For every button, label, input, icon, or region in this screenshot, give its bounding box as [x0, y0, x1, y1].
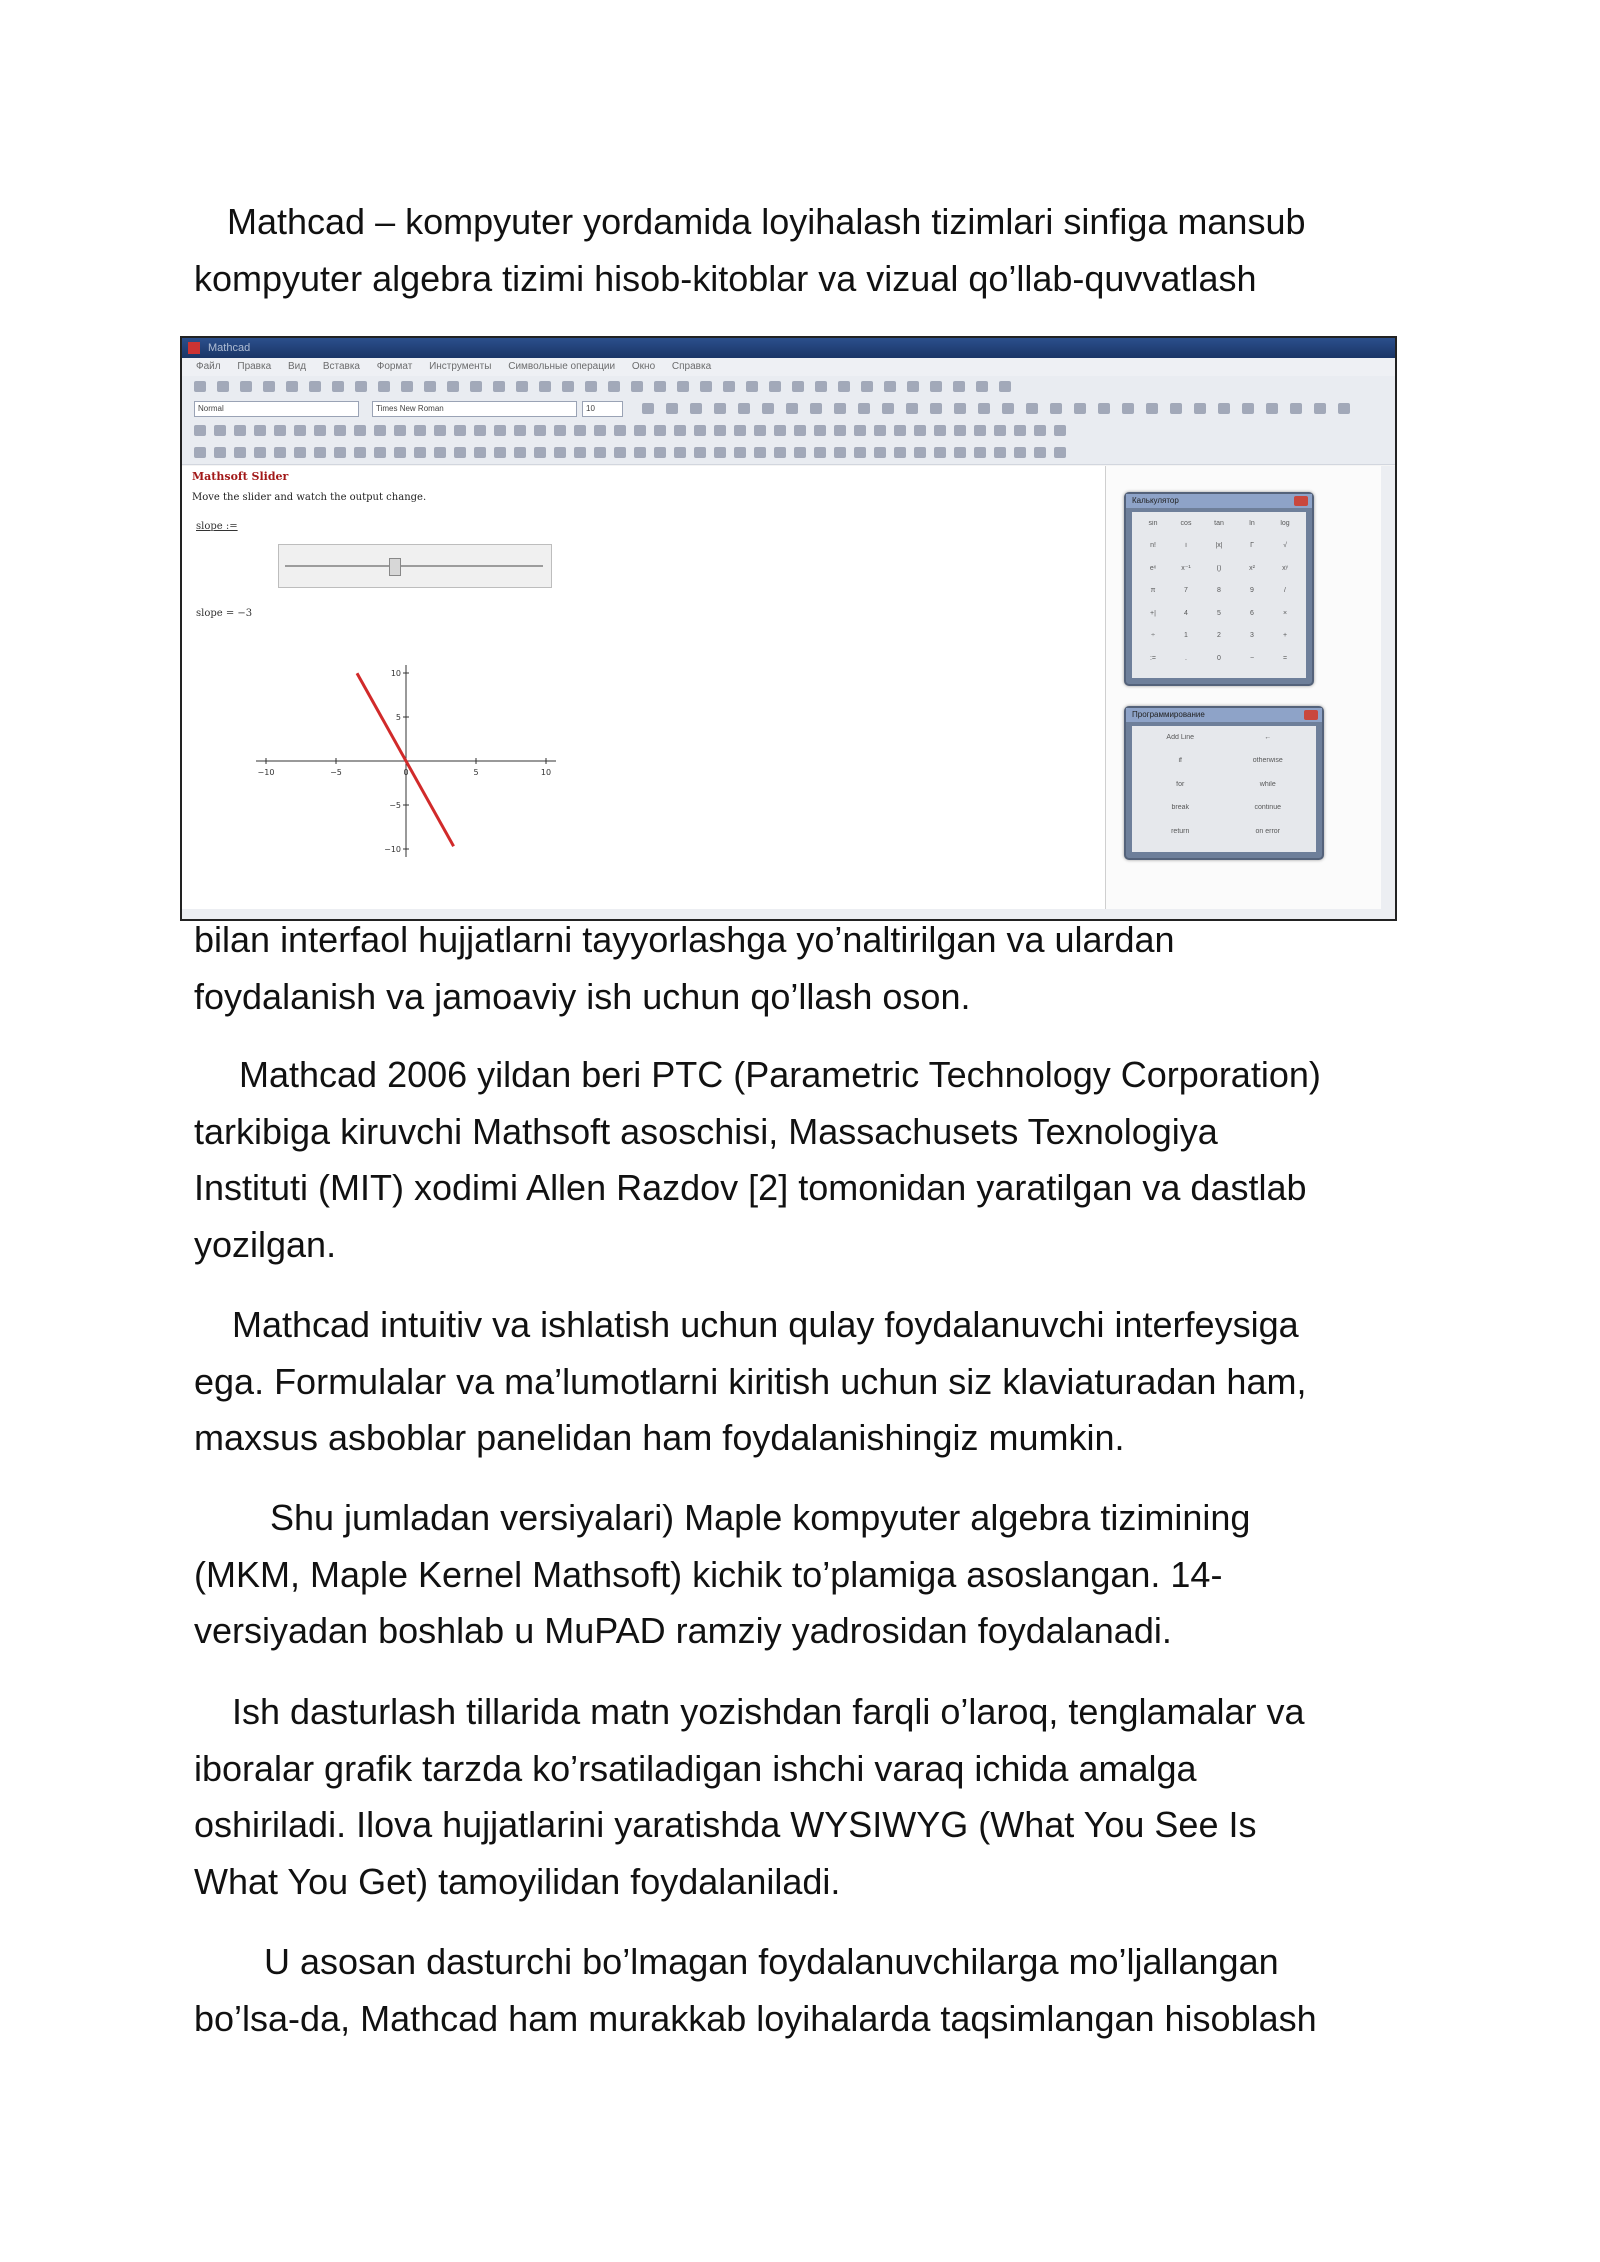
toolbar-button[interactable]: [934, 425, 946, 436]
toolbar-button[interactable]: [378, 381, 390, 392]
toolbar-button[interactable]: [814, 425, 826, 436]
worksheet-instruction: Move the slider and watch the output change.: [192, 492, 427, 503]
palette-key[interactable]: =: [1282, 654, 1288, 662]
toolbar-button[interactable]: [263, 381, 275, 392]
calculator-keys: [1138, 518, 1300, 672]
toolbar-button[interactable]: [539, 381, 551, 392]
toolbar-button[interactable]: [1338, 403, 1350, 414]
toolbar-button[interactable]: [694, 447, 706, 458]
toolbar-button[interactable]: [954, 403, 966, 414]
palette-key[interactable]: tan: [1214, 520, 1224, 527]
toolbar-button[interactable]: [516, 381, 528, 392]
toolbar-button[interactable]: [594, 425, 606, 436]
palette-key[interactable]: /: [1284, 587, 1286, 595]
palette-key[interactable]: .: [1185, 654, 1187, 662]
paragraph-line: ega. Formulalar va ma’lumotlarni kiritish uchun siz klaviaturadan ham,: [194, 1360, 1307, 1402]
toolbar-button[interactable]: [738, 403, 750, 414]
palette-key[interactable]: 3: [1250, 632, 1254, 640]
toolbar-button[interactable]: [214, 425, 226, 436]
paragraph-line: iboralar grafik tarzda ko’rsatiladigan ishchi varaq ichida amalga: [194, 1747, 1197, 1789]
toolbar-button[interactable]: [884, 381, 896, 392]
close-icon[interactable]: [1294, 496, 1308, 506]
toolbar-button[interactable]: [574, 447, 586, 458]
toolbar-button[interactable]: [976, 381, 988, 392]
palette-key[interactable]: 2: [1217, 632, 1221, 640]
menu-item[interactable]: Справка: [671, 361, 712, 372]
paragraph-maple: [194, 1490, 1406, 1660]
app-icon: [188, 342, 200, 354]
toolbar-button[interactable]: [454, 447, 466, 458]
slope-definition: slope :=: [196, 521, 238, 532]
palette-key[interactable]: ←: [1264, 734, 1272, 741]
toolbar-button[interactable]: [907, 381, 919, 392]
menu-item[interactable]: Файл: [196, 361, 221, 372]
paragraph-users: [194, 1934, 1406, 2047]
toolbar-button[interactable]: [234, 425, 246, 436]
toolbar-button[interactable]: [666, 403, 678, 414]
toolbar-button[interactable]: [774, 425, 786, 436]
palette-title: Программирование: [1126, 708, 1322, 722]
toolbar-button[interactable]: [401, 381, 413, 392]
paragraph-line: Ish dasturlash tillarida matn yozishdan farqli o’laroq, tenglamalar va: [232, 1691, 1305, 1732]
worksheet[interactable]: [182, 466, 1105, 911]
toolbar-button[interactable]: [217, 381, 229, 392]
palette-key[interactable]: 0: [1217, 654, 1221, 662]
toolbar-button[interactable]: [906, 403, 918, 414]
x-tick-label: 0: [403, 768, 409, 777]
toolbar-button[interactable]: [274, 425, 286, 436]
toolbar-button[interactable]: [786, 403, 798, 414]
toolbar-button[interactable]: [414, 425, 426, 436]
toolbar-button[interactable]: [194, 425, 206, 436]
palette-key[interactable]: while: [1259, 780, 1276, 788]
palette-key[interactable]: |x|: [1215, 542, 1223, 550]
paragraph-interface: [194, 1297, 1406, 1467]
toolbar-button[interactable]: [838, 381, 850, 392]
toolbar-button[interactable]: [374, 425, 386, 436]
slope-slider[interactable]: [278, 544, 552, 588]
window-title: Mathcad: [208, 342, 251, 354]
toolbar-button[interactable]: [514, 425, 526, 436]
toolbar-button[interactable]: [1050, 403, 1062, 414]
toolbar-button[interactable]: [1290, 403, 1302, 414]
toolbar-button[interactable]: [974, 425, 986, 436]
toolbar-button[interactable]: [734, 425, 746, 436]
math-toolbar: [182, 420, 1395, 443]
toolbar-button[interactable]: [194, 381, 206, 392]
toolbar-button[interactable]: [194, 447, 206, 458]
toolbar-button[interactable]: [914, 425, 926, 436]
palette-key[interactable]: ×: [1282, 609, 1288, 617]
toolbar-button[interactable]: [534, 425, 546, 436]
toolbar-button[interactable]: [854, 425, 866, 436]
y-tick-label: −5: [389, 801, 401, 810]
toolbar-button[interactable]: [894, 425, 906, 436]
toolbar-button[interactable]: [700, 381, 712, 392]
paragraph-line: bilan interfaol hujjatlarni tayyorlashga yo’naltirilgan va ulardan: [194, 919, 1175, 960]
toolbar-button[interactable]: [930, 381, 942, 392]
toolbar-button[interactable]: [355, 381, 367, 392]
toolbar-button[interactable]: [810, 403, 822, 414]
paragraph-line: yozilgan.: [194, 1223, 337, 1265]
palette-key[interactable]: :=: [1149, 654, 1157, 662]
toolbar-button[interactable]: [424, 381, 436, 392]
paragraph-line: U asosan dasturchi bo’lmagan foydalanuvchilarga mo’ljallangan: [264, 1941, 1279, 1982]
toolbar-button[interactable]: [953, 381, 965, 392]
toolbar-button[interactable]: [585, 381, 597, 392]
palette-key[interactable]: π: [1150, 587, 1156, 595]
mathcad-screenshot: [180, 336, 1397, 921]
toolbar-button[interactable]: [674, 425, 686, 436]
toolbar-button[interactable]: [794, 425, 806, 436]
paragraph-line: tarkibiga kiruvchi Mathsoft asoschisi, Massachusets Texnologiya: [194, 1110, 1218, 1152]
toolbar-button[interactable]: [861, 381, 873, 392]
toolbar-button[interactable]: [332, 381, 344, 392]
toolbar-button[interactable]: [930, 403, 942, 414]
toolbar-button[interactable]: [234, 447, 246, 458]
paragraph-line: foydalanish va jamoaviy ish uchun qo’llash oson.: [194, 975, 971, 1017]
palette-key[interactable]: i: [1185, 542, 1187, 550]
toolbar-button[interactable]: [354, 447, 366, 458]
paragraph-line: Mathcad – kompyuter yordamida loyihalash tizimlari sinfiga mansub: [227, 201, 1306, 242]
palette-body: [1132, 512, 1306, 678]
toolbar-button[interactable]: [914, 447, 926, 458]
programming-palette[interactable]: [1124, 706, 1324, 860]
toolbar-button[interactable]: [1266, 403, 1278, 414]
programming-keys: [1138, 732, 1310, 846]
palette-key[interactable]: −: [1249, 654, 1255, 662]
toolbar-button[interactable]: [794, 447, 806, 458]
toolbar-button[interactable]: [634, 447, 646, 458]
toolbar-button[interactable]: [978, 403, 990, 414]
x-tick-label: 5: [473, 768, 479, 777]
toolbar-button[interactable]: [614, 447, 626, 458]
toolbar-button[interactable]: [514, 447, 526, 458]
paragraph-line: Shu jumladan versiyalari) Maple kompyuter algebra tizimining: [270, 1497, 1251, 1538]
toolbar-button[interactable]: [1074, 403, 1086, 414]
toolbar-button[interactable]: [774, 447, 786, 458]
palette-key[interactable]: 5: [1217, 609, 1221, 617]
close-icon[interactable]: [1304, 710, 1318, 720]
toolbar-button[interactable]: [562, 381, 574, 392]
palette-key[interactable]: cos: [1180, 520, 1192, 527]
toolbar-button[interactable]: [474, 447, 486, 458]
toolbar-button[interactable]: [631, 381, 643, 392]
menubar: [182, 358, 1395, 376]
toolbar-button[interactable]: [474, 425, 486, 436]
toolbar-button[interactable]: [1146, 403, 1158, 414]
toolbar-button[interactable]: [714, 425, 726, 436]
paragraph-line: Mathcad intuitiv va ishlatish uchun qulay foydalanuvchi interfeysiga: [232, 1304, 1299, 1345]
toolbar-button[interactable]: [594, 447, 606, 458]
toolbar-button[interactable]: [494, 447, 506, 458]
toolbar-button[interactable]: [1054, 425, 1066, 436]
toolbar-button[interactable]: [994, 447, 1006, 458]
toolbar-button[interactable]: [858, 403, 870, 414]
toolbar-button[interactable]: [434, 447, 446, 458]
palette-body: [1132, 726, 1316, 852]
palette-key[interactable]: +|: [1150, 609, 1156, 617]
toolbar-button[interactable]: [874, 447, 886, 458]
toolbar-button[interactable]: [1218, 403, 1230, 414]
toolbar-button[interactable]: [690, 403, 702, 414]
toolbar-button[interactable]: [309, 381, 321, 392]
palette-key[interactable]: √: [1283, 542, 1287, 550]
palette-key[interactable]: on error: [1255, 827, 1280, 835]
calculator-palette[interactable]: [1124, 492, 1314, 686]
palette-key[interactable]: ÷: [1151, 632, 1155, 640]
paragraph-history: [194, 1047, 1406, 1273]
toolbar-button[interactable]: [1014, 425, 1026, 436]
toolbar-button[interactable]: [792, 381, 804, 392]
toolbar-button[interactable]: [294, 447, 306, 458]
toolbar-button[interactable]: [834, 425, 846, 436]
paragraph-intro: [194, 194, 1406, 307]
toolbar-button[interactable]: [894, 447, 906, 458]
toolbar-button[interactable]: [1002, 403, 1014, 414]
toolbar-button[interactable]: [874, 425, 886, 436]
toolbar-button[interactable]: [934, 447, 946, 458]
palette-key[interactable]: 4: [1184, 609, 1188, 617]
toolbar-button[interactable]: [654, 425, 666, 436]
x-tick-label: −10: [257, 768, 275, 777]
toolbar-button[interactable]: [1194, 403, 1206, 414]
toolbar-button[interactable]: [634, 425, 646, 436]
toolbar-button[interactable]: [723, 381, 735, 392]
font-select[interactable]: Times New Roman: [372, 401, 577, 417]
toolbar-button[interactable]: [954, 447, 966, 458]
toolbar-button[interactable]: [493, 381, 505, 392]
toolbar-button[interactable]: [334, 447, 346, 458]
paragraph-line: versiyadan boshlab u MuPAD ramziy yadrosidan foydalanadi.: [194, 1610, 1172, 1651]
palette-key[interactable]: 7: [1184, 587, 1188, 595]
y-tick-label: −10: [384, 845, 401, 854]
y-tick-label: 5: [395, 713, 401, 722]
toolbar-button[interactable]: [394, 425, 406, 436]
y-tick-label: 10: [390, 669, 401, 678]
toolbar-button[interactable]: [746, 381, 758, 392]
toolbar-button[interactable]: [882, 403, 894, 414]
toolbar-button[interactable]: [394, 447, 406, 458]
style-select[interactable]: Normal: [194, 401, 359, 417]
menu-item[interactable]: Формат: [376, 361, 413, 372]
toolbar-button[interactable]: [414, 447, 426, 458]
toolbar-button[interactable]: [470, 381, 482, 392]
toolbar-button[interactable]: [999, 381, 1011, 392]
palette-key[interactable]: otherwise: [1252, 757, 1283, 765]
toolbar-button[interactable]: [1014, 447, 1026, 458]
toolbar-button[interactable]: [454, 425, 466, 436]
paragraph-line: bo’lsa-da, Mathcad ham murakkab loyihalarda taqsimlangan hisoblash: [194, 1997, 1317, 2039]
toolbar-button[interactable]: [1034, 425, 1046, 436]
paragraph-wysiwyg: [194, 1684, 1406, 1910]
toolbar-button[interactable]: [1242, 403, 1254, 414]
toolbar-button[interactable]: [974, 447, 986, 458]
paragraph-line: maxsus asboblar panelidan ham foydalanishingiz mumkin.: [194, 1417, 1125, 1458]
toolbar-button[interactable]: [574, 425, 586, 436]
paragraph-intro-continued: [194, 912, 1406, 1025]
plot-line: [357, 673, 454, 846]
line-plot: [252, 646, 572, 866]
palette-key[interactable]: if: [1178, 757, 1182, 765]
toolbar-button[interactable]: [694, 425, 706, 436]
toolbar-button[interactable]: [254, 425, 266, 436]
toolbar-button[interactable]: [1026, 403, 1038, 414]
toolbar-button[interactable]: [714, 447, 726, 458]
toolbar-button[interactable]: [734, 447, 746, 458]
slider-thumb[interactable]: [389, 558, 401, 576]
toolbar-button[interactable]: [240, 381, 252, 392]
toolbar-button[interactable]: [674, 447, 686, 458]
palette-key[interactable]: sin: [1148, 520, 1158, 527]
toolbar-button[interactable]: [434, 425, 446, 436]
paragraph-line: (MKM, Maple Kernel Mathsoft) kichik to’plamiga asoslangan. 14-: [194, 1553, 1223, 1595]
toolbar-button[interactable]: [447, 381, 459, 392]
toolbar-button[interactable]: [834, 447, 846, 458]
paragraph-line: oshiriladi. Ilova hujjatlarini yaratishda WYSIWYG (What You See Is: [194, 1804, 1257, 1845]
palette-key[interactable]: 6: [1250, 609, 1254, 617]
size-select[interactable]: 10: [582, 401, 623, 417]
toolbar-button[interactable]: [254, 447, 266, 458]
paragraph-line: Instituti (MIT) xodimi Allen Razdov [2] tomonidan yaratilgan va dastlab: [194, 1167, 1307, 1208]
palette-key[interactable]: x²: [1249, 564, 1255, 572]
x-tick-label: 10: [540, 768, 552, 777]
toolbar-button[interactable]: [814, 447, 826, 458]
x-tick-label: −5: [330, 768, 342, 777]
toolbar-button[interactable]: [754, 447, 766, 458]
toolbar-button[interactable]: [677, 381, 689, 392]
palette-key[interactable]: (): [1216, 564, 1222, 572]
toolbar-button[interactable]: [1170, 403, 1182, 414]
toolbar-button[interactable]: [1122, 403, 1134, 414]
formatting-toolbar: [182, 398, 1395, 421]
standard-toolbar: [182, 376, 1395, 399]
toolbar-button[interactable]: [1034, 447, 1046, 458]
slope-result: slope = −3: [196, 608, 253, 619]
toolbar-button[interactable]: [354, 425, 366, 436]
menu-item[interactable]: Вид: [287, 361, 307, 372]
toolbar-button[interactable]: [614, 425, 626, 436]
toolbar-button[interactable]: [214, 447, 226, 458]
toolbar-button[interactable]: [642, 403, 654, 414]
toolbar-button[interactable]: [714, 403, 726, 414]
toolbar-button[interactable]: [954, 425, 966, 436]
toolbar-button[interactable]: [654, 381, 666, 392]
toolbar-button[interactable]: [374, 447, 386, 458]
slider-track: [285, 565, 543, 567]
menu-item[interactable]: Символьные операции: [508, 361, 616, 372]
paragraph-line: Mathcad 2006 yildan beri PTC (Parametric Technology Corporation): [239, 1054, 1321, 1095]
palette-key[interactable]: x⁻¹: [1181, 564, 1191, 572]
palette-area: [1105, 466, 1382, 911]
paragraph-line: What You Get) tamoyilidan foydalaniladi.: [194, 1860, 841, 1902]
palette-key[interactable]: n!: [1150, 542, 1156, 550]
paragraph-line: kompyuter algebra tizimi hisob-kitoblar va vizual qo’llab-quvvatlash: [194, 257, 1257, 299]
toolbar-button[interactable]: [334, 425, 346, 436]
toolbar-button[interactable]: [1098, 403, 1110, 414]
toolbar-button[interactable]: [494, 425, 506, 436]
palette-key[interactable]: break: [1171, 804, 1189, 812]
window-titlebar: [182, 338, 1395, 358]
toolbar-button[interactable]: [554, 447, 566, 458]
toolbar-button[interactable]: [608, 381, 620, 392]
toolbar-button[interactable]: [274, 447, 286, 458]
palette-key[interactable]: log: [1280, 520, 1290, 527]
toolbar-button[interactable]: [815, 381, 827, 392]
palette-key[interactable]: ln: [1249, 520, 1255, 527]
palette-key[interactable]: continue: [1254, 804, 1281, 812]
menu-item[interactable]: Инструменты: [429, 361, 492, 372]
toolbar-button[interactable]: [762, 403, 774, 414]
menu-item[interactable]: Вставка: [322, 361, 360, 372]
palette-key[interactable]: return: [1171, 827, 1190, 835]
toolbar-button[interactable]: [994, 425, 1006, 436]
toolbar-button[interactable]: [834, 403, 846, 414]
toolbar-button[interactable]: [314, 425, 326, 436]
menu-item[interactable]: Правка: [237, 361, 272, 372]
toolbar-button[interactable]: [769, 381, 781, 392]
palette-key[interactable]: +: [1282, 632, 1288, 640]
toolbar-button[interactable]: [1054, 447, 1066, 458]
toolbar-button[interactable]: [286, 381, 298, 392]
palette-key[interactable]: Γ: [1250, 542, 1254, 550]
worksheet-title: Mathsoft Slider: [192, 470, 289, 483]
toolbar-button[interactable]: [654, 447, 666, 458]
vertical-scrollbar[interactable]: [1381, 466, 1395, 911]
palette-key[interactable]: Add Line: [1166, 734, 1195, 741]
toolbar-button[interactable]: [754, 425, 766, 436]
toolbar-button[interactable]: [854, 447, 866, 458]
palette-key[interactable]: eˣ: [1149, 564, 1157, 572]
palette-key[interactable]: for: [1176, 780, 1185, 788]
palette-key[interactable]: 1: [1184, 632, 1188, 640]
palette-title: Калькулятор: [1126, 494, 1312, 508]
toolbar-button[interactable]: [554, 425, 566, 436]
palette-key[interactable]: 9: [1250, 587, 1254, 595]
toolbar-button[interactable]: [534, 447, 546, 458]
toolbar-button[interactable]: [314, 447, 326, 458]
symbol-toolbar: [182, 442, 1395, 465]
toolbar-button[interactable]: [294, 425, 306, 436]
toolbar-button[interactable]: [1314, 403, 1326, 414]
menu-item[interactable]: Окно: [631, 361, 656, 372]
palette-key[interactable]: 8: [1217, 587, 1221, 595]
palette-key[interactable]: xʸ: [1282, 564, 1288, 572]
